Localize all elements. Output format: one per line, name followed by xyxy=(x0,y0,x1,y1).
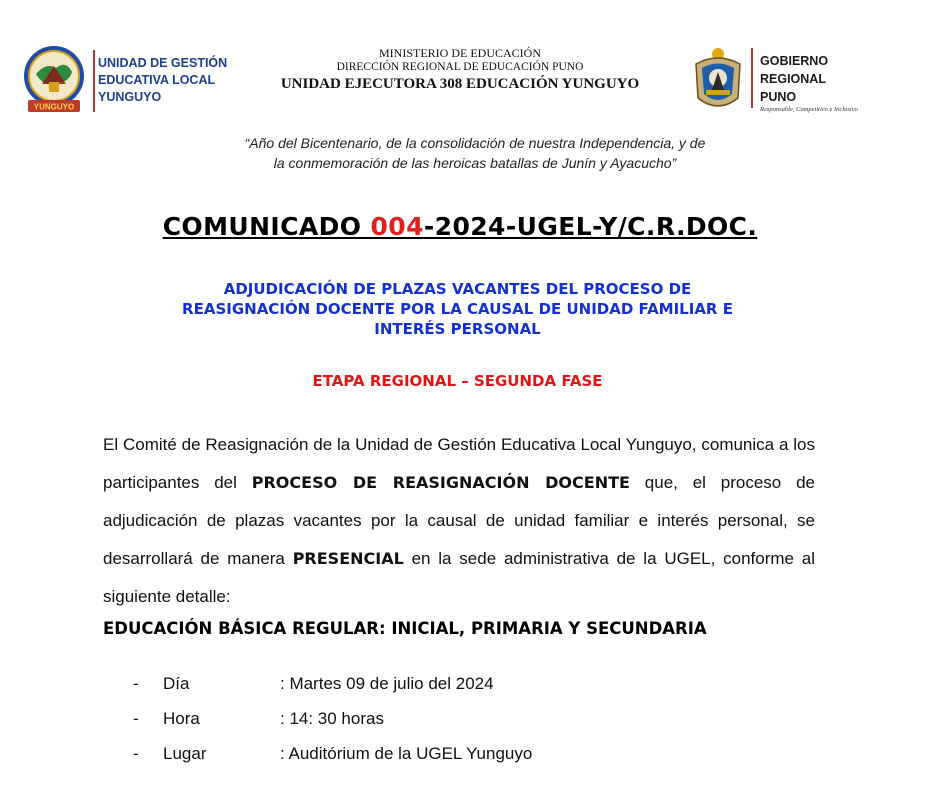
ugel-name-line: YUNGUYO xyxy=(98,90,162,104)
title-number: 004 xyxy=(370,212,424,241)
gobierno-regional-slogan: Responsable, Competitivo e Inclusivo xyxy=(760,106,858,113)
detail-value: : 14: 30 horas xyxy=(280,709,384,728)
ugel-logo xyxy=(22,44,86,120)
gobierno-regional-logo xyxy=(690,44,746,116)
detail-value: : Martes 09 de julio del 2024 xyxy=(280,674,494,693)
header-divider-right xyxy=(751,48,753,108)
gob-name-line: REGIONAL xyxy=(760,72,826,86)
ugel-logo-text: YUNGUYO xyxy=(33,102,75,112)
header-divider-left xyxy=(93,50,95,112)
education-level-heading: EDUCACIÓN BÁSICA REGULAR: INICIAL, PRIMARIA Y SECUNDARIA xyxy=(103,619,707,638)
motto-line: “Año del Bicentenario, de la consolidación de nuestra Independencia, y de xyxy=(244,135,706,151)
title-prefix: COMUNICADO xyxy=(162,212,371,241)
executing-unit: UNIDAD EJECUTORA 308 EDUCACIÓN YUNGUYO xyxy=(280,76,640,92)
bullet-dash: - xyxy=(133,674,139,693)
document-subtitle xyxy=(100,279,815,339)
body-paragraph xyxy=(103,426,815,616)
gob-name-line: PUNO xyxy=(760,90,797,104)
bullet-dash: - xyxy=(133,744,139,763)
body-text-part: El Comité de Reasignación de la Unidad de Gestión Educativa Local Yunguyo, comunica a los participantes del xyxy=(103,435,815,492)
gob-name-line: GOBIERNO xyxy=(760,54,829,68)
subtitle-line: ADJUDICACIÓN DE PLAZAS VACANTES DEL PROCESO DE xyxy=(223,280,692,298)
document-title xyxy=(60,212,860,241)
year-motto xyxy=(130,133,820,173)
title-suffix: -2024-UGEL-Y/C.R.DOC. xyxy=(423,212,758,241)
body-bold-modality: PRESENCIAL xyxy=(292,549,404,568)
ministry-header xyxy=(200,46,720,94)
ugel-name-line: EDUCATIVA LOCAL xyxy=(98,73,216,87)
stage-heading: ETAPA REGIONAL – SEGUNDA FASE xyxy=(312,372,603,390)
ministry-line: MINISTERIO DE EDUCACIÓN xyxy=(379,46,541,60)
motto-line: la conmemoración de las heroicas batallas de Junín y Ayacucho” xyxy=(273,155,677,171)
subtitle-line: INTERÉS PERSONAL xyxy=(374,320,541,338)
ministry-directorate: DIRECCIÓN REGIONAL DE EDUCACIÓN PUNO xyxy=(336,61,584,73)
bullet-dash: - xyxy=(133,709,139,728)
gobierno-regional-name xyxy=(760,52,828,106)
body-text-part: que, el proceso de adjudicación de plazas vacantes por la causal de unidad familiar e interés personal, se desarrollará de manera xyxy=(103,473,815,568)
detail-label: Día xyxy=(163,674,190,693)
detail-label: Lugar xyxy=(163,744,207,763)
subtitle-line: REASIGNACIÓN DOCENTE POR LA CAUSAL DE UNIDAD FAMILIAR E xyxy=(182,300,733,318)
detail-value: : Auditórium de la UGEL Yunguyo xyxy=(280,744,533,763)
detail-label: Hora xyxy=(163,709,200,728)
ugel-name-line: UNIDAD DE GESTIÓN xyxy=(98,56,228,70)
body-text-part: en la sede administrativa de la UGEL, conforme al siguiente detalle: xyxy=(103,549,816,606)
body-bold-process: PROCESO DE REASIGNACIÓN DOCENTE xyxy=(251,473,630,492)
